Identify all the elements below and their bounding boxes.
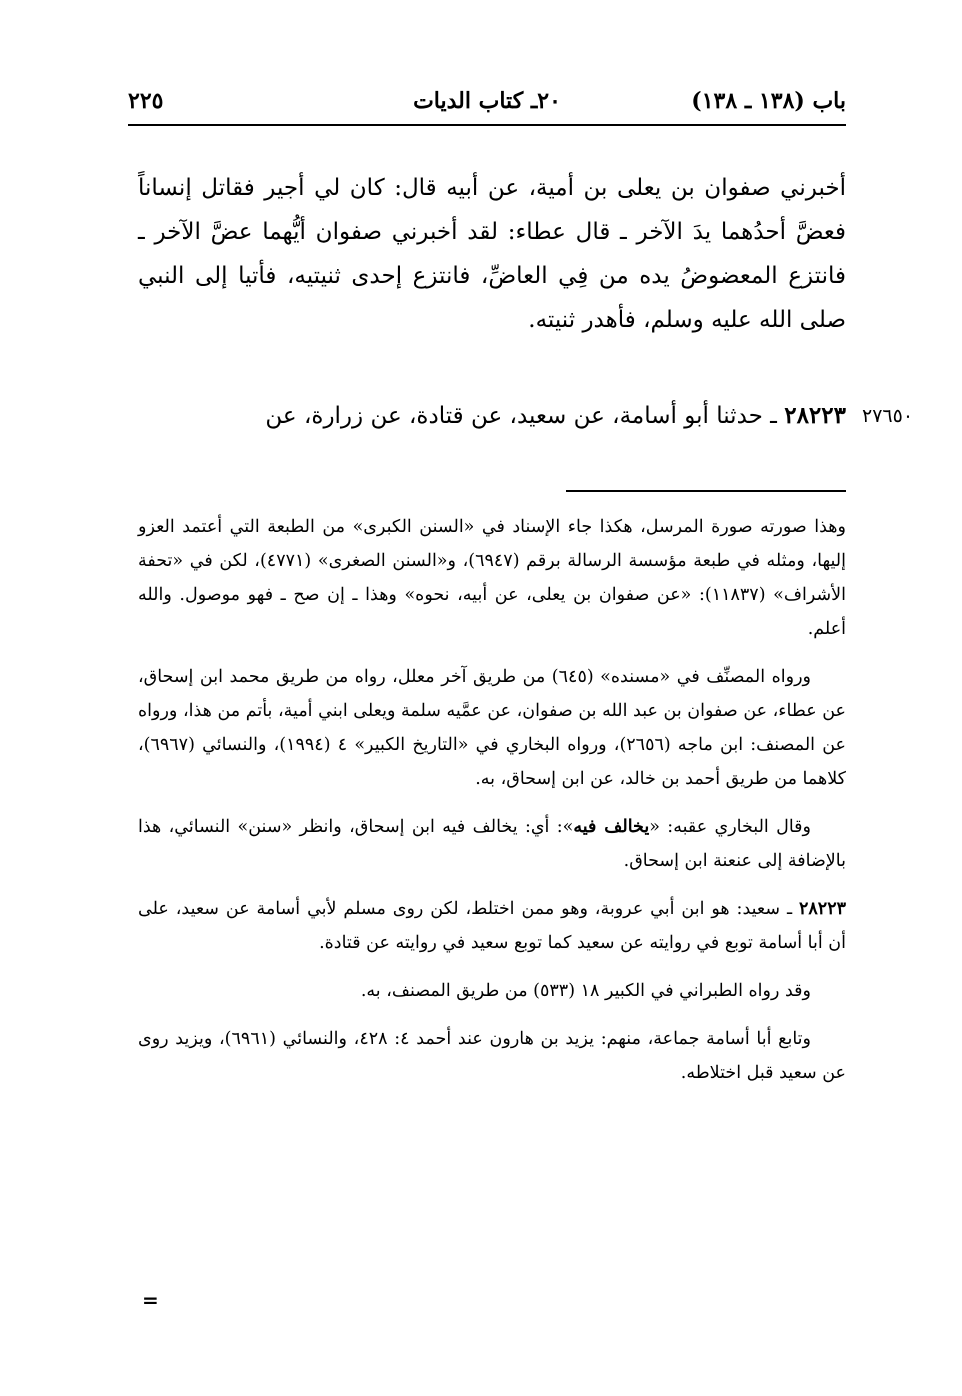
footnote-3-rest: »: أي: يخالف فيه ابن إسحاق، وانظر «سنن» النسائي، هذا بالإضافة إلى عنعنة ابن إسحاق. [138, 817, 846, 871]
hadith-text: ـ حدثنا أبو أسامة، عن سعيد، عن قتادة، عن زرارة، عن [265, 403, 777, 429]
main-text [138, 166, 846, 342]
hadith-number: ٢٨٢٢٣ [784, 402, 846, 429]
marginal-number: ٢٧٦٥٠ [862, 405, 914, 427]
footnote-3-lead: وقال البخاري عقبه: « [649, 817, 811, 837]
footnote-paragraph-4 [138, 892, 846, 960]
continuation-mark: = [142, 1288, 159, 1312]
footnote-4-number: ٢٨٢٢٣ [799, 899, 846, 919]
footnotes [138, 510, 846, 1098]
footnote-paragraph-2: ورواه المصنِّف في «مسنده» (٦٤٥) من طريق آخر معلل، رواه من طريق محمد ابن إسحاق، عن عطاء، عن صفوان بن عبد الله بن صفوان، عن عمَّيه سلمة ويعلى ابني أمية، بأتم من هذا، ورواه عن المصنف: ابن ماجه (٢٦٥٦)، ورواه البخاري في «التاريخ الكبير» ٤ (١٩٩٤)، والنسائي (٦٩٦٧)، كلاهما من طريق أحمد بن خالد، عن ابن إسحاق، به. [138, 667, 846, 789]
footnote-separator [566, 490, 846, 492]
footnote-paragraph-3 [138, 810, 846, 878]
running-header [128, 88, 846, 122]
book-title: ٢٠ـ كتاب الديات [413, 88, 561, 114]
footnote-3-quote: يخالف فيه [573, 817, 650, 837]
header-rule [128, 124, 846, 126]
footnote-paragraph-5: وقد رواه الطبراني في الكبير ١٨ (٥٣٣) من طريق المصنف، به. [360, 981, 811, 1001]
footnote-4-text: ـ سعيد: هو ابن أبي عروبة، وهو ممن اختلط، لكن روى مسلم لأبي أسامة عن سعيد، على أن أبا أسامة توبع في روايته عن سعيد كما توبع سعيد في روايته عن قتادة. [138, 899, 846, 953]
hadith-entry [138, 396, 846, 436]
footnote-paragraph-6: وتابع أبا أسامة جماعة، منهم: يزيد بن هارون عند أحمد ٤: ٤٢٨، والنسائي (٦٩٦١)، ويزيد روى عن سعيد قبل اختلاطه. [138, 1029, 846, 1083]
page-number: ٢٢٥ [128, 88, 164, 114]
main-paragraph: أخبرني صفوان بن يعلى بن أمية، عن أبيه قال: كان لي أجير فقاتل إنساناً فعضَّ أحدُهما يدَ الآخر ـ قال عطاء: لقد أخبرني صفوان أيُّهما عضَّ الآخر ـ فانتزع المعضوضُ يده من فِي العاضِّ، فانتزع إحدى ثنيتيه، فأتيا إلى النبي صلى الله عليه وسلم، فأهدر ثنيته. [138, 175, 846, 333]
chapter-reference: باب (١٣٨ ـ ١٣٨) [691, 88, 846, 114]
footnote-paragraph-1: وهذا صورته صورة المرسل، هكذا جاء الإسناد في «السنن الكبرى» من الطبعة التي أعتمد العزو إليها، ومثله في طبعة مؤسسة الرسالة برقم (٦٩٤٧)، و«السنن الصغرى» (٤٧٧١)، لكن في «تحفة الأشراف» (١١٨٣٧): «عن صفوان بن يعلى، عن أبيه، نحوه» وهذا ـ إن صح ـ فهو موصول. والله أعلم. [138, 517, 846, 639]
